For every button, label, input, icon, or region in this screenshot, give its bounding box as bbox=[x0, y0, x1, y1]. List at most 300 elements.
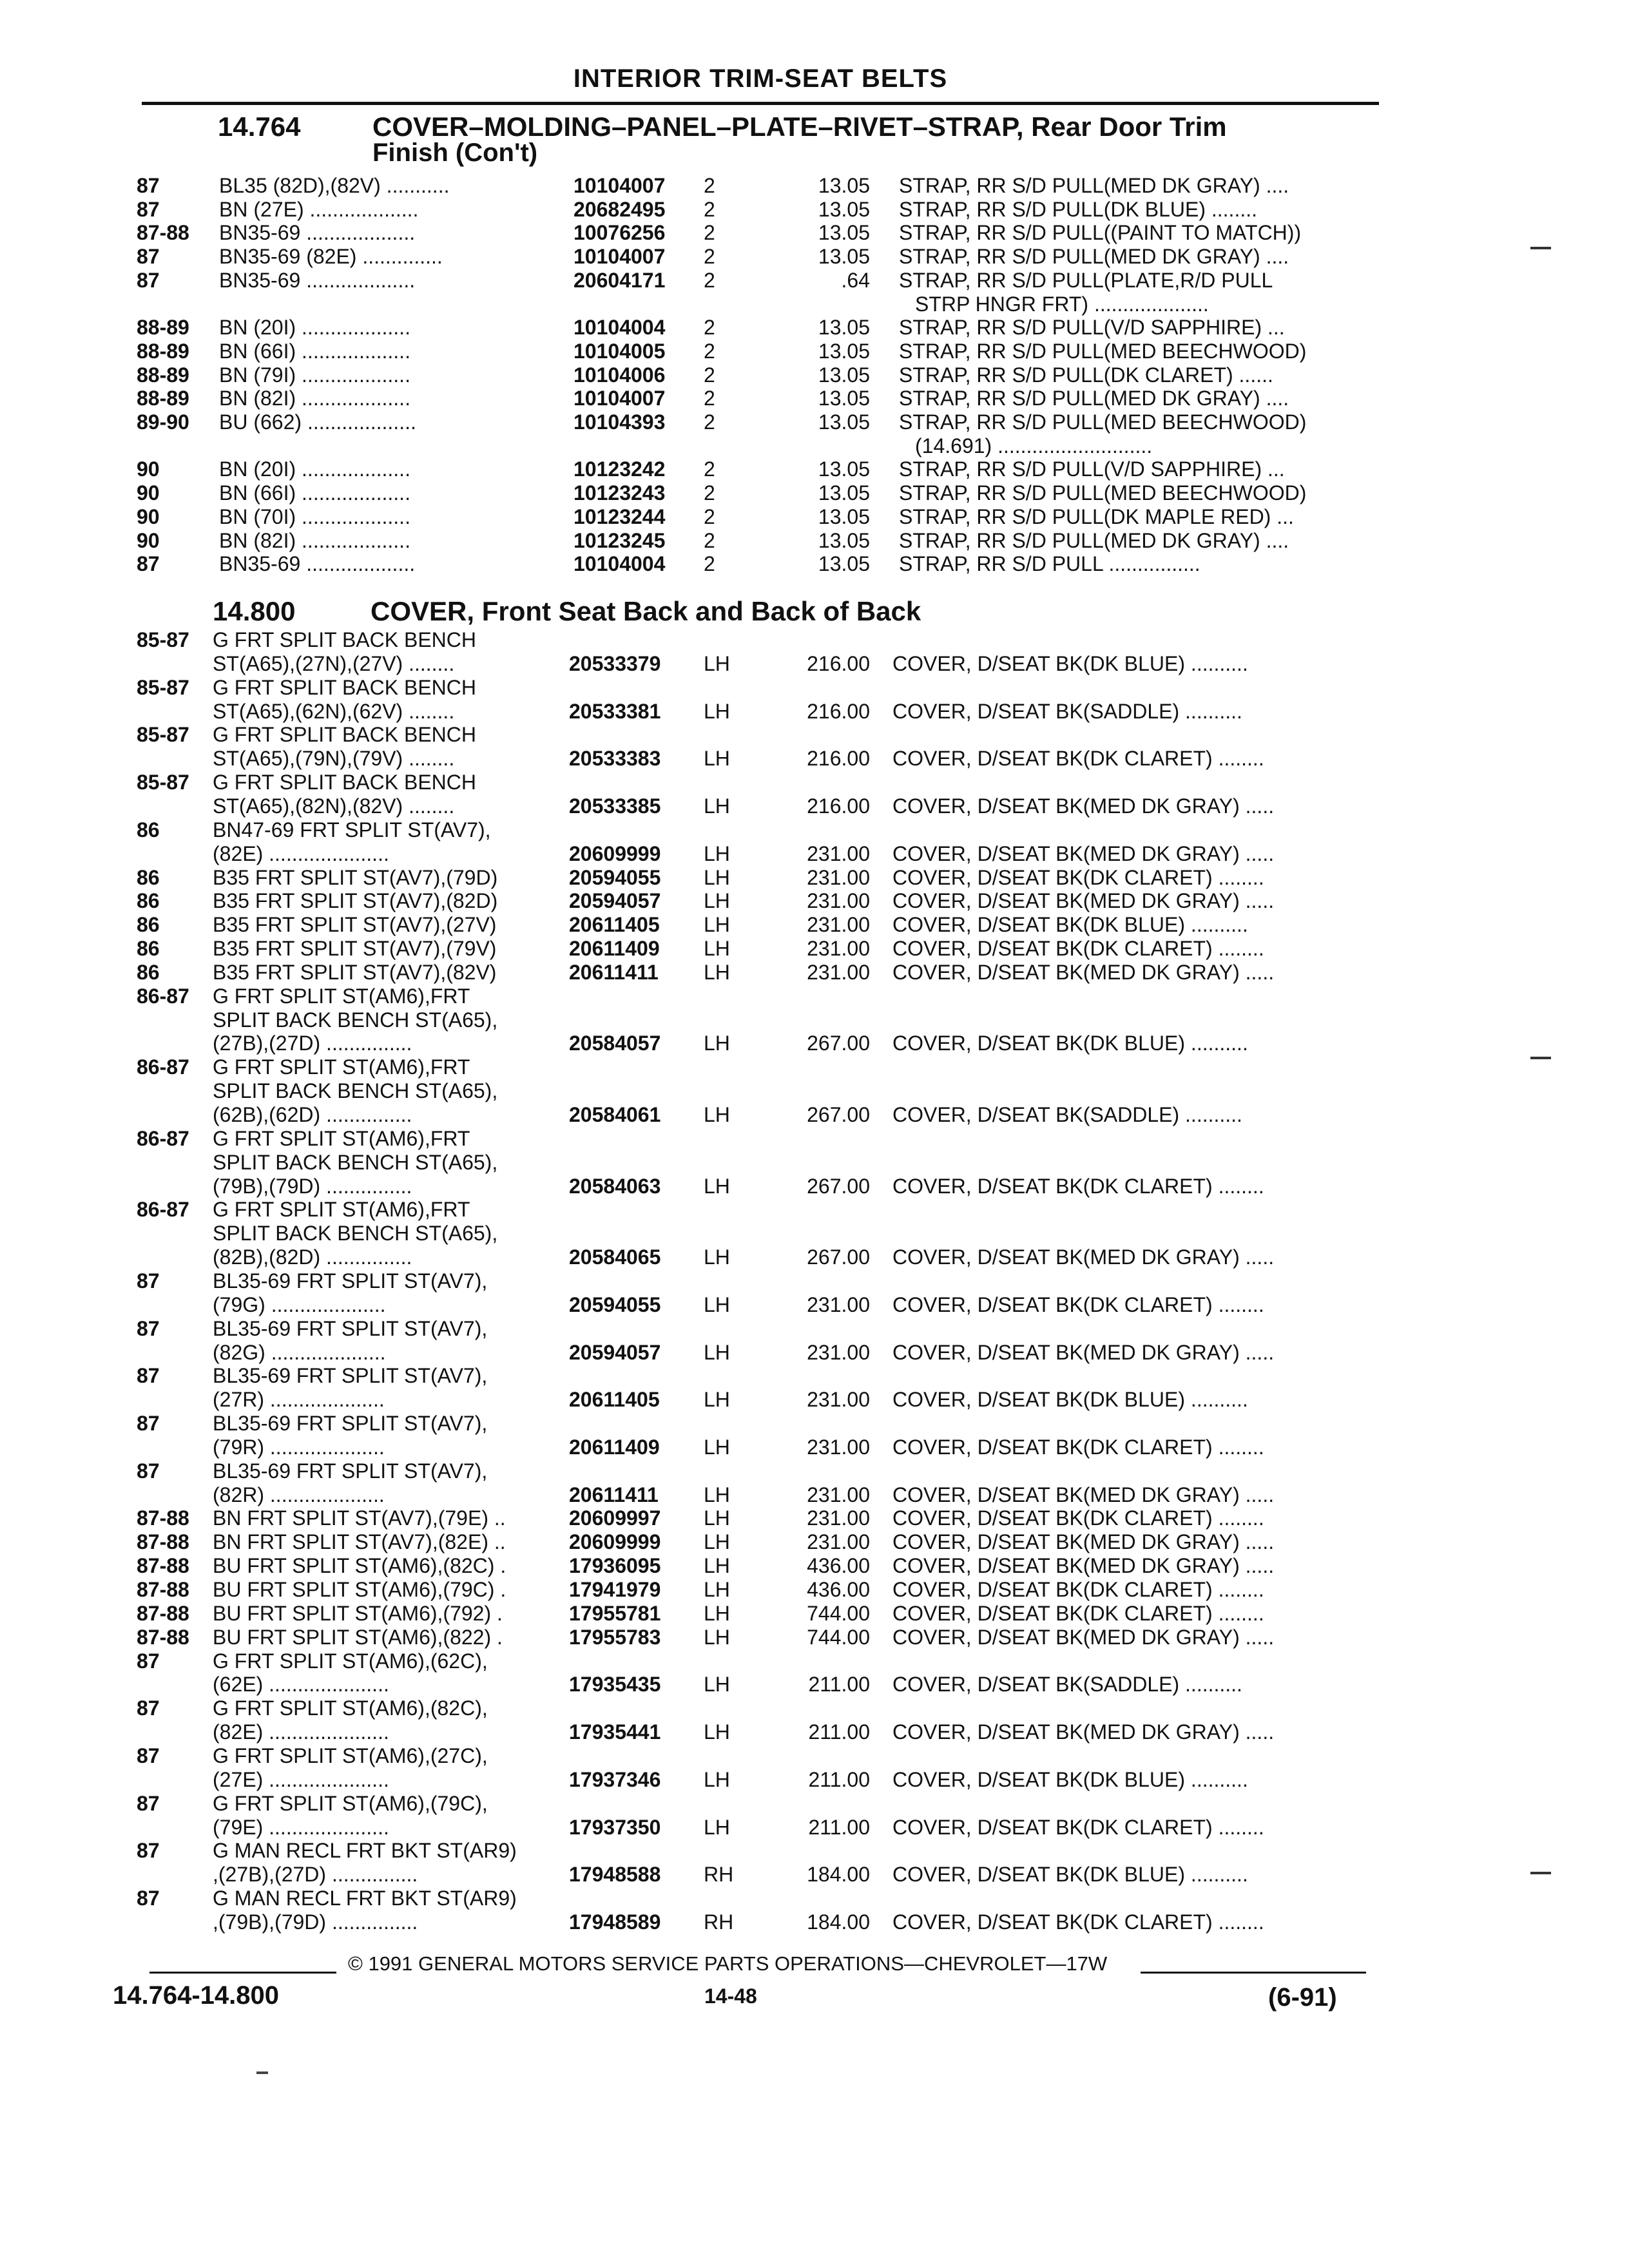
quantity: 2 bbox=[704, 528, 715, 552]
body-code: BN (66I) ................... bbox=[219, 481, 410, 505]
quantity: 2 bbox=[704, 552, 715, 576]
description: COVER, D/SEAT BK(MED DK GRAY) ..... bbox=[892, 1554, 1275, 1578]
body-code: ,(27B),(27D) ............... bbox=[213, 1863, 418, 1887]
model-year: 90 bbox=[137, 481, 160, 505]
model-year: 88-89 bbox=[137, 339, 189, 363]
part-number: 20533381 bbox=[569, 699, 661, 723]
part-number: 17937346 bbox=[569, 1767, 661, 1791]
body-code: BU FRT SPLIT ST(AM6),(82C) . bbox=[213, 1554, 506, 1578]
quantity: 2 bbox=[704, 363, 715, 387]
quantity: LH bbox=[704, 1435, 730, 1459]
quantity: LH bbox=[704, 699, 730, 723]
price: 13.05 bbox=[818, 528, 870, 552]
description: COVER, D/SEAT BK(DK CLARET) ........ bbox=[892, 1293, 1264, 1316]
part-number: 20609997 bbox=[569, 1506, 661, 1530]
body-code: B35 FRT SPLIT ST(AV7),(79D) bbox=[213, 865, 498, 889]
part-number: 17937350 bbox=[569, 1815, 661, 1839]
body-code: BN (66I) ................... bbox=[219, 339, 410, 363]
model-year: 88-89 bbox=[137, 387, 189, 410]
model-year: 87 bbox=[137, 1887, 160, 1910]
part-number: 10123245 bbox=[574, 528, 666, 552]
description: COVER, D/SEAT BK(DK CLARET) ........ bbox=[892, 937, 1264, 961]
model-year: 87-88 bbox=[137, 1601, 189, 1625]
section-title-line2: Finish (Con't) bbox=[372, 139, 538, 167]
quantity: RH bbox=[704, 1863, 734, 1887]
part-number: 20604171 bbox=[574, 268, 666, 292]
copyright-text: © 1991 GENERAL MOTORS SERVICE PARTS OPERATIONS—CHEVROLET—17W bbox=[348, 1952, 1108, 1975]
part-number: 10104007 bbox=[574, 174, 666, 197]
body-code: BU FRT SPLIT ST(AM6),(822) . bbox=[213, 1625, 503, 1649]
quantity: LH bbox=[704, 1245, 730, 1269]
model-year: 88-89 bbox=[137, 316, 189, 340]
price: 13.05 bbox=[818, 197, 870, 221]
price: 13.05 bbox=[818, 316, 870, 340]
description: COVER, D/SEAT BK(MED DK GRAY) ..... bbox=[892, 960, 1275, 984]
description: COVER, D/SEAT BK(DK BLUE) .......... bbox=[892, 1032, 1248, 1055]
quantity: LH bbox=[704, 1293, 730, 1316]
body-code: B35 FRT SPLIT ST(AV7),(82D) bbox=[213, 889, 498, 913]
body-code: BN35-69 ................... bbox=[219, 221, 416, 245]
part-number: 10104007 bbox=[574, 387, 666, 410]
body-code: (82G) .................... bbox=[213, 1340, 386, 1364]
body-code: G FRT SPLIT ST(AM6),(62C), bbox=[213, 1649, 488, 1673]
quantity: 2 bbox=[704, 245, 715, 269]
body-code: BN (70I) ................... bbox=[219, 505, 410, 528]
body-code: G FRT SPLIT ST(AM6),(27C), bbox=[213, 1744, 488, 1767]
body-code: BN (27E) ................... bbox=[219, 197, 419, 221]
price: 231.00 bbox=[807, 1530, 870, 1554]
quantity: LH bbox=[704, 1340, 730, 1364]
section-title: COVER–MOLDING–PANEL–PLATE–RIVET–STRAP, Rear Door Trim bbox=[372, 111, 1227, 142]
part-number: 20533385 bbox=[569, 794, 661, 818]
quantity: LH bbox=[704, 1103, 730, 1126]
part-number: 20533379 bbox=[569, 651, 661, 675]
body-code: G FRT SPLIT BACK BENCH bbox=[213, 723, 476, 747]
body-code: (79E) ..................... bbox=[213, 1815, 389, 1839]
description-continued: STRP HNGR FRT) .................... bbox=[915, 292, 1209, 316]
part-number: 20594055 bbox=[569, 1293, 661, 1316]
body-code: (27B),(27D) ............... bbox=[213, 1032, 412, 1055]
quantity: LH bbox=[704, 1601, 730, 1625]
price: 216.00 bbox=[807, 699, 870, 723]
model-year: 87-88 bbox=[137, 1578, 189, 1601]
model-year: 86-87 bbox=[137, 1198, 189, 1222]
part-number: 20611409 bbox=[569, 1435, 660, 1459]
description: COVER, D/SEAT BK(DK BLUE) .......... bbox=[892, 1863, 1248, 1887]
body-code: BN FRT SPLIT ST(AV7),(79E) .. bbox=[213, 1506, 506, 1530]
price: 231.00 bbox=[807, 1483, 870, 1506]
description: COVER, D/SEAT BK(MED DK GRAY) ..... bbox=[892, 1530, 1275, 1554]
part-number: 10104004 bbox=[574, 316, 666, 340]
description: COVER, D/SEAT BK(DK CLARET) ........ bbox=[892, 747, 1264, 771]
body-code: SPLIT BACK BENCH ST(A65), bbox=[213, 1008, 498, 1032]
body-code: BN (79I) ................... bbox=[219, 363, 410, 387]
price: .64 bbox=[841, 268, 870, 292]
section-range: 14.764-14.800 bbox=[113, 1981, 280, 2010]
model-year: 87-88 bbox=[137, 1625, 189, 1649]
body-code: ST(A65),(62N),(62V) ........ bbox=[213, 699, 455, 723]
body-code: B35 FRT SPLIT ST(AV7),(79V) bbox=[213, 937, 497, 961]
model-year: 87 bbox=[137, 1459, 160, 1483]
price: 267.00 bbox=[807, 1103, 870, 1126]
part-number: 17948588 bbox=[569, 1863, 661, 1887]
model-year: 90 bbox=[137, 528, 160, 552]
body-code: (79G) .................... bbox=[213, 1293, 386, 1316]
model-year: 87 bbox=[137, 1791, 160, 1815]
model-year: 85-87 bbox=[137, 628, 189, 651]
part-number: 10123243 bbox=[574, 481, 666, 505]
description: COVER, D/SEAT BK(DK CLARET) ........ bbox=[892, 1435, 1264, 1459]
body-code: (27R) .................... bbox=[213, 1388, 385, 1412]
part-number: 17941979 bbox=[569, 1578, 661, 1601]
quantity: LH bbox=[704, 960, 730, 984]
quantity: LH bbox=[704, 1578, 730, 1601]
quantity: LH bbox=[704, 913, 730, 937]
part-number: 10076256 bbox=[574, 221, 666, 245]
price: 13.05 bbox=[818, 481, 870, 505]
model-year: 87 bbox=[137, 1269, 160, 1293]
body-code: BN (20I) ................... bbox=[219, 316, 410, 340]
quantity: LH bbox=[704, 889, 730, 913]
part-number: 17948589 bbox=[569, 1910, 661, 1934]
description-continued: (14.691) ........................... bbox=[915, 434, 1153, 457]
quantity: LH bbox=[704, 1483, 730, 1506]
edition-date: (6-91) bbox=[1268, 1983, 1337, 2012]
description: STRAP, RR S/D PULL(MED DK GRAY) .... bbox=[899, 528, 1289, 552]
quantity: LH bbox=[704, 1388, 730, 1412]
price: 13.05 bbox=[818, 221, 870, 245]
description: COVER, D/SEAT BK(DK CLARET) ........ bbox=[892, 1815, 1264, 1839]
margin-tick bbox=[256, 2071, 268, 2074]
body-code: ST(A65),(27N),(27V) ........ bbox=[213, 651, 455, 675]
body-code: BL35-69 FRT SPLIT ST(AV7), bbox=[213, 1269, 488, 1293]
description: STRAP, RR S/D PULL(DK CLARET) ...... bbox=[899, 363, 1273, 387]
part-number: 20594057 bbox=[569, 1340, 661, 1364]
price: 231.00 bbox=[807, 960, 870, 984]
description: STRAP, RR S/D PULL(PLATE,R/D PULL bbox=[899, 268, 1273, 292]
price: 436.00 bbox=[807, 1578, 870, 1601]
model-year: 89-90 bbox=[137, 410, 189, 434]
description: COVER, D/SEAT BK(MED DK GRAY) ..... bbox=[892, 1245, 1275, 1269]
price: 231.00 bbox=[807, 841, 870, 865]
body-code: SPLIT BACK BENCH ST(A65), bbox=[213, 1222, 498, 1245]
description: COVER, D/SEAT BK(DK CLARET) ........ bbox=[892, 1601, 1264, 1625]
model-year: 86 bbox=[137, 889, 160, 913]
model-year: 85-87 bbox=[137, 675, 189, 699]
quantity: 2 bbox=[704, 221, 715, 245]
part-number: 20584061 bbox=[569, 1103, 661, 1126]
description: COVER, D/SEAT BK(DK CLARET) ........ bbox=[892, 1506, 1264, 1530]
price: 216.00 bbox=[807, 794, 870, 818]
quantity: 2 bbox=[704, 174, 715, 197]
description: COVER, D/SEAT BK(DK CLARET) ........ bbox=[892, 1910, 1264, 1934]
part-number: 20594057 bbox=[569, 889, 661, 913]
model-year: 85-87 bbox=[137, 723, 189, 747]
model-year: 87 bbox=[137, 197, 160, 221]
margin-tick bbox=[1530, 1057, 1551, 1059]
body-code: (62B),(62D) ............... bbox=[213, 1103, 412, 1126]
description: COVER, D/SEAT BK(MED DK GRAY) ..... bbox=[892, 1625, 1275, 1649]
price: 231.00 bbox=[807, 889, 870, 913]
description: COVER, D/SEAT BK(MED DK GRAY) ..... bbox=[892, 794, 1275, 818]
price: 211.00 bbox=[808, 1720, 870, 1744]
body-code: (27E) ..................... bbox=[213, 1767, 389, 1791]
body-code: ,(79B),(79D) ............... bbox=[213, 1910, 418, 1934]
quantity: RH bbox=[704, 1910, 734, 1934]
price: 216.00 bbox=[807, 651, 870, 675]
body-code: BN47-69 FRT SPLIT ST(AV7), bbox=[213, 818, 491, 841]
price: 13.05 bbox=[818, 174, 870, 197]
price: 267.00 bbox=[807, 1174, 870, 1198]
price: 744.00 bbox=[807, 1601, 870, 1625]
price: 211.00 bbox=[808, 1815, 870, 1839]
price: 267.00 bbox=[807, 1245, 870, 1269]
body-code: (79R) .................... bbox=[213, 1435, 385, 1459]
price: 267.00 bbox=[807, 1032, 870, 1055]
body-code: BN35-69 ................... bbox=[219, 268, 416, 292]
part-number: 10104006 bbox=[574, 363, 666, 387]
model-year: 87 bbox=[137, 1839, 160, 1863]
price: 184.00 bbox=[807, 1863, 870, 1887]
description: COVER, D/SEAT BK(DK BLUE) .......... bbox=[892, 1767, 1248, 1791]
description: COVER, D/SEAT BK(DK BLUE) .......... bbox=[892, 651, 1248, 675]
body-code: BN35-69 (82E) .............. bbox=[219, 245, 443, 269]
body-code: BU FRT SPLIT ST(AM6),(79C) . bbox=[213, 1578, 506, 1601]
quantity: LH bbox=[704, 1032, 730, 1055]
description: COVER, D/SEAT BK(MED DK GRAY) ..... bbox=[892, 841, 1275, 865]
body-code: (82E) ..................... bbox=[213, 841, 389, 865]
model-year: 87-88 bbox=[137, 221, 189, 245]
part-number: 10104005 bbox=[574, 339, 666, 363]
price: 231.00 bbox=[807, 1435, 870, 1459]
price: 216.00 bbox=[807, 747, 870, 771]
body-code: BN (82I) ................... bbox=[219, 528, 410, 552]
part-number: 20611409 bbox=[569, 937, 660, 961]
part-number: 17955781 bbox=[569, 1601, 661, 1625]
part-number: 20533383 bbox=[569, 747, 661, 771]
body-code: BN35-69 ................... bbox=[219, 552, 416, 576]
section-number: 14.800 bbox=[213, 596, 296, 626]
body-code: G MAN RECL FRT BKT ST(AR9) bbox=[213, 1839, 517, 1863]
quantity: 2 bbox=[704, 457, 715, 481]
quantity: LH bbox=[704, 651, 730, 675]
description: COVER, D/SEAT BK(DK CLARET) ........ bbox=[892, 865, 1264, 889]
body-code: ST(A65),(82N),(82V) ........ bbox=[213, 794, 455, 818]
quantity: 2 bbox=[704, 481, 715, 505]
section-heading-14-764 bbox=[218, 111, 1227, 142]
price: 13.05 bbox=[818, 245, 870, 269]
body-code: G FRT SPLIT BACK BENCH bbox=[213, 628, 476, 651]
model-year: 87 bbox=[137, 1649, 160, 1673]
quantity: 2 bbox=[704, 505, 715, 528]
body-code: (82B),(82D) ............... bbox=[213, 1245, 412, 1269]
body-code: G FRT SPLIT ST(AM6),FRT bbox=[213, 984, 470, 1008]
description: COVER, D/SEAT BK(SADDLE) .......... bbox=[892, 1103, 1242, 1126]
quantity: 2 bbox=[704, 316, 715, 340]
body-code: BU (662) ................... bbox=[219, 410, 416, 434]
quantity: 2 bbox=[704, 268, 715, 292]
body-code: G FRT SPLIT ST(AM6),FRT bbox=[213, 1055, 470, 1079]
model-year: 85-87 bbox=[137, 771, 189, 794]
model-year: 86 bbox=[137, 937, 160, 961]
section-title: COVER, Front Seat Back and Back of Back bbox=[371, 596, 921, 626]
part-number: 20609999 bbox=[569, 841, 661, 865]
description: STRAP, RR S/D PULL(MED BEECHWOOD) bbox=[899, 481, 1307, 505]
part-number: 17935435 bbox=[569, 1673, 661, 1696]
part-number: 10104004 bbox=[574, 552, 666, 576]
quantity: LH bbox=[704, 747, 730, 771]
part-number: 20611405 bbox=[569, 913, 660, 937]
price: 13.05 bbox=[818, 410, 870, 434]
body-code: BL35 (82D),(82V) ........... bbox=[219, 174, 450, 197]
page-title: INTERIOR TRIM-SEAT BELTS bbox=[573, 64, 948, 93]
model-year: 87-88 bbox=[137, 1554, 189, 1578]
model-year: 86-87 bbox=[137, 1055, 189, 1079]
price: 231.00 bbox=[807, 937, 870, 961]
model-year: 88-89 bbox=[137, 363, 189, 387]
body-code: BN (82I) ................... bbox=[219, 387, 410, 410]
price: 13.05 bbox=[818, 457, 870, 481]
model-year: 87 bbox=[137, 1744, 160, 1767]
model-year: 86 bbox=[137, 960, 160, 984]
body-code: (62E) ..................... bbox=[213, 1673, 389, 1696]
quantity: LH bbox=[704, 1174, 730, 1198]
description: COVER, D/SEAT BK(MED DK GRAY) ..... bbox=[892, 1340, 1275, 1364]
quantity: LH bbox=[704, 1625, 730, 1649]
model-year: 86-87 bbox=[137, 984, 189, 1008]
model-year: 86 bbox=[137, 913, 160, 937]
description: STRAP, RR S/D PULL(MED DK GRAY) .... bbox=[899, 245, 1289, 269]
price: 744.00 bbox=[807, 1625, 870, 1649]
body-code: G FRT SPLIT BACK BENCH bbox=[213, 771, 476, 794]
model-year: 86-87 bbox=[137, 1126, 189, 1150]
description: COVER, D/SEAT BK(DK BLUE) .......... bbox=[892, 913, 1248, 937]
price: 231.00 bbox=[807, 1340, 870, 1364]
page-header bbox=[142, 64, 1379, 103]
body-code: BL35-69 FRT SPLIT ST(AV7), bbox=[213, 1364, 488, 1388]
section-heading-14-800 bbox=[213, 596, 921, 626]
description: STRAP, RR S/D PULL(MED BEECHWOOD) bbox=[899, 410, 1307, 434]
model-year: 86 bbox=[137, 818, 160, 841]
quantity: LH bbox=[704, 841, 730, 865]
body-code: G FRT SPLIT ST(AM6),(79C), bbox=[213, 1791, 488, 1815]
description: STRAP, RR S/D PULL(DK BLUE) ........ bbox=[899, 197, 1257, 221]
description: COVER, D/SEAT BK(MED DK GRAY) ..... bbox=[892, 1483, 1275, 1506]
price: 13.05 bbox=[818, 552, 870, 576]
description: STRAP, RR S/D PULL(MED DK GRAY) .... bbox=[899, 387, 1289, 410]
part-number: 20611411 bbox=[569, 1483, 659, 1506]
price: 211.00 bbox=[808, 1767, 870, 1791]
model-year: 87-88 bbox=[137, 1506, 189, 1530]
quantity: 2 bbox=[704, 410, 715, 434]
quantity: LH bbox=[704, 1530, 730, 1554]
body-code: SPLIT BACK BENCH ST(A65), bbox=[213, 1079, 498, 1103]
part-number: 20584057 bbox=[569, 1032, 661, 1055]
quantity: LH bbox=[704, 1554, 730, 1578]
price: 13.05 bbox=[818, 505, 870, 528]
part-number: 20584063 bbox=[569, 1174, 661, 1198]
quantity: LH bbox=[704, 1767, 730, 1791]
quantity: 2 bbox=[704, 387, 715, 410]
price: 211.00 bbox=[808, 1673, 870, 1696]
page-number: 14-48 bbox=[704, 1984, 757, 2008]
price: 13.05 bbox=[818, 339, 870, 363]
description: COVER, D/SEAT BK(MED DK GRAY) ..... bbox=[892, 1720, 1275, 1744]
model-year: 87 bbox=[137, 245, 160, 269]
description: COVER, D/SEAT BK(MED DK GRAY) ..... bbox=[892, 889, 1275, 913]
description: COVER, D/SEAT BK(DK CLARET) ........ bbox=[892, 1174, 1264, 1198]
price: 231.00 bbox=[807, 913, 870, 937]
part-number: 20682495 bbox=[574, 197, 666, 221]
description: COVER, D/SEAT BK(SADDLE) .......... bbox=[892, 699, 1242, 723]
price: 13.05 bbox=[818, 363, 870, 387]
part-number: 20609999 bbox=[569, 1530, 661, 1554]
model-year: 87 bbox=[137, 1364, 160, 1388]
model-year: 87-88 bbox=[137, 1530, 189, 1554]
header-rule bbox=[142, 102, 1379, 105]
quantity: LH bbox=[704, 865, 730, 889]
part-number: 20584065 bbox=[569, 1245, 661, 1269]
body-code: BL35-69 FRT SPLIT ST(AV7), bbox=[213, 1412, 488, 1436]
description: STRAP, RR S/D PULL((PAINT TO MATCH)) bbox=[899, 221, 1302, 245]
model-year: 87 bbox=[137, 1316, 160, 1340]
description: STRAP, RR S/D PULL(MED BEECHWOOD) bbox=[899, 339, 1307, 363]
part-number: 20611411 bbox=[569, 960, 659, 984]
model-year: 90 bbox=[137, 457, 160, 481]
model-year: 87 bbox=[137, 174, 160, 197]
section-number: 14.764 bbox=[218, 111, 301, 142]
quantity: LH bbox=[704, 1815, 730, 1839]
description: COVER, D/SEAT BK(DK BLUE) .......... bbox=[892, 1388, 1248, 1412]
body-code: ST(A65),(79N),(79V) ........ bbox=[213, 747, 455, 771]
body-code: BL35-69 FRT SPLIT ST(AV7), bbox=[213, 1316, 488, 1340]
body-code: G FRT SPLIT BACK BENCH bbox=[213, 675, 476, 699]
model-year: 87 bbox=[137, 552, 160, 576]
quantity: 2 bbox=[704, 339, 715, 363]
description: STRAP, RR S/D PULL(V/D SAPPHIRE) ... bbox=[899, 457, 1285, 481]
body-code: B35 FRT SPLIT ST(AV7),(27V) bbox=[213, 913, 497, 937]
body-code: G FRT SPLIT ST(AM6),FRT bbox=[213, 1198, 470, 1222]
price: 436.00 bbox=[807, 1554, 870, 1578]
part-number: 10123242 bbox=[574, 457, 666, 481]
description: STRAP, RR S/D PULL(MED DK GRAY) .... bbox=[899, 174, 1289, 197]
part-number: 10104393 bbox=[574, 410, 666, 434]
body-code: BU FRT SPLIT ST(AM6),(792) . bbox=[213, 1601, 503, 1625]
part-number: 17955783 bbox=[569, 1625, 661, 1649]
body-code: G MAN RECL FRT BKT ST(AR9) bbox=[213, 1887, 517, 1910]
body-code: SPLIT BACK BENCH ST(A65), bbox=[213, 1150, 498, 1174]
description: COVER, D/SEAT BK(DK CLARET) ........ bbox=[892, 1578, 1264, 1601]
body-code: G FRT SPLIT ST(AM6),(82C), bbox=[213, 1696, 488, 1720]
part-number: 10123244 bbox=[574, 505, 666, 528]
margin-tick bbox=[1530, 1872, 1551, 1874]
quantity: LH bbox=[704, 1673, 730, 1696]
part-number: 20594055 bbox=[569, 865, 661, 889]
price: 13.05 bbox=[818, 387, 870, 410]
model-year: 87 bbox=[137, 1412, 160, 1436]
part-number: 17935441 bbox=[569, 1720, 661, 1744]
model-year: 87 bbox=[137, 268, 160, 292]
body-code: (82R) .................... bbox=[213, 1483, 385, 1506]
body-code: BL35-69 FRT SPLIT ST(AV7), bbox=[213, 1459, 488, 1483]
description: STRAP, RR S/D PULL(V/D SAPPHIRE) ... bbox=[899, 316, 1285, 340]
model-year: 87 bbox=[137, 1696, 160, 1720]
price: 231.00 bbox=[807, 1506, 870, 1530]
model-year: 90 bbox=[137, 505, 160, 528]
quantity: LH bbox=[704, 794, 730, 818]
price: 231.00 bbox=[807, 1293, 870, 1316]
body-code: G FRT SPLIT ST(AM6),FRT bbox=[213, 1126, 470, 1150]
